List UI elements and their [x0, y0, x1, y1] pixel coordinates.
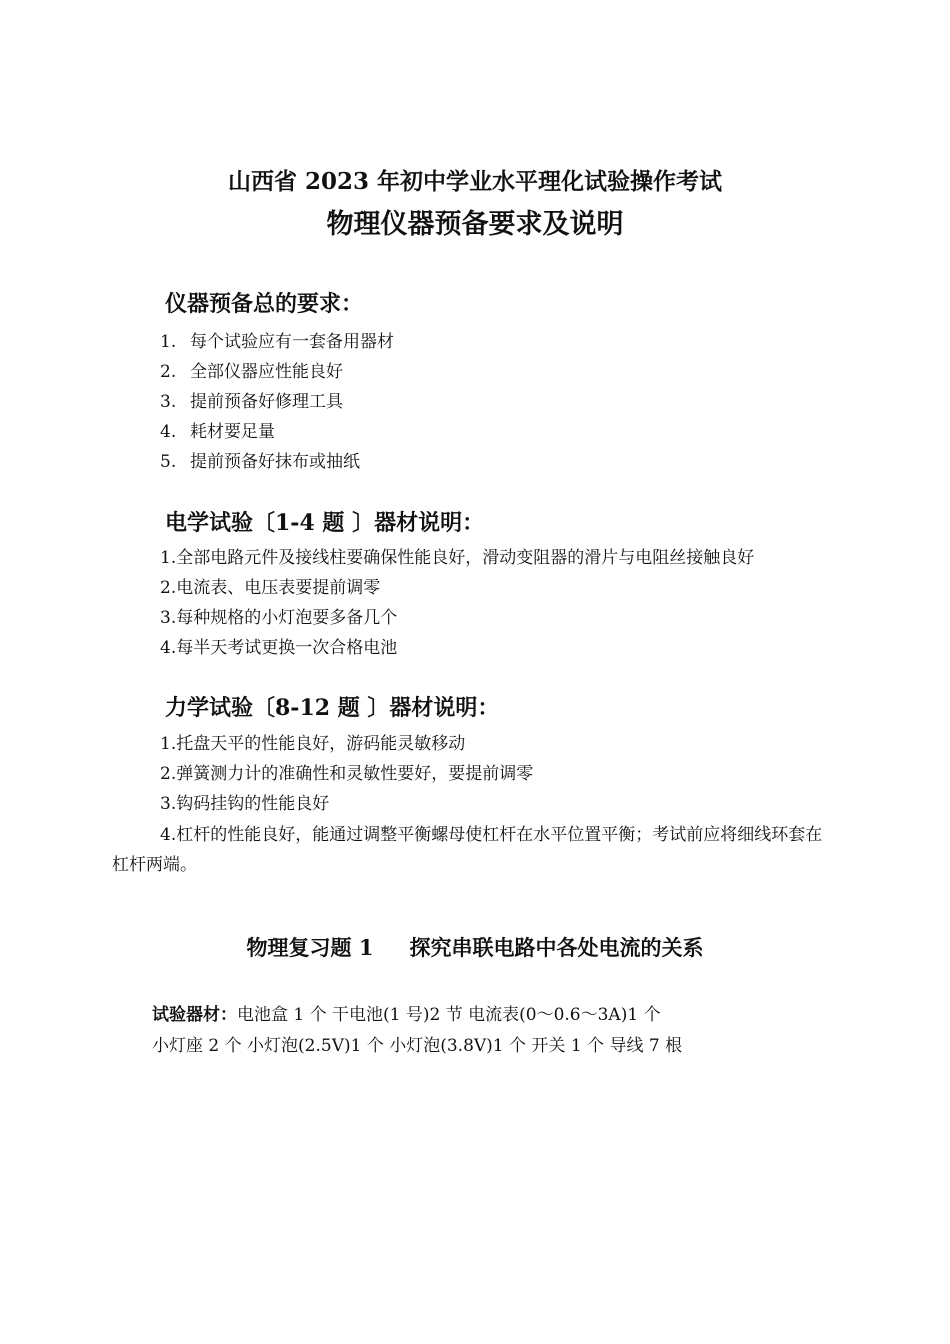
list-item-number: 1. [160, 332, 177, 352]
list-item: 2.电流表、电压表要提前调零 [160, 578, 381, 598]
list-item: 4.每半天考试更换一次合格电池 [160, 638, 398, 658]
mechanics-experiment-heading: 力学试验〔8-12 题 〕器材说明： [165, 695, 500, 721]
review-question-number: 物理复习题 1 [246, 935, 374, 960]
list-item: 3.每种规格的小灯泡要多备几个 [160, 608, 398, 628]
electric-experiment-heading: 电学试验〔1-4 题 〕器材说明： [165, 510, 485, 536]
list-item [160, 357, 394, 387]
list-item-text: 全部仪器应性能良好 [190, 362, 343, 382]
list-item [160, 327, 394, 357]
equipment-line-2: 小灯座 2 个 小灯泡(2.5V)1 个 小灯泡(3.8V)1 个 开关 1 个 导线 7 根 [152, 1036, 683, 1056]
review-question-topic: 探究串联电路中各处电流的关系 [409, 935, 704, 960]
list-item: 1.全部电路元件及接线柱要确保性能良好，滑动变阻器的滑片与电阻丝接触良好 [160, 548, 755, 568]
list-item-number: 4. [160, 422, 177, 442]
list-item [160, 387, 394, 417]
list-item: 2.弹簧测力计的准确性和灵敏性要好，要提前调零 [160, 764, 534, 784]
list-item-number: 3. [160, 392, 177, 412]
list-item [160, 417, 394, 447]
list-item [160, 447, 394, 477]
mechanics-item-4: 4.杠杆的性能良好，能通过调整平衡螺母使杠杆在水平位置平衡；考试前应将细线环套在杠杆两端。 [112, 825, 823, 875]
equipment-line-1 [152, 1000, 661, 1025]
equipment-text-1: 电池盒 1 个 干电池(1 号)2 节 电流表(0～0.6～3A)1 个 [237, 1005, 661, 1025]
list-item-number: 2. [160, 362, 177, 382]
electric-experiment-list [160, 543, 754, 663]
equipment-label: 试验器材： [152, 1005, 237, 1025]
list-item: 1.托盘天平的性能良好，游码能灵敏移动 [160, 734, 466, 754]
document-title-line-1: 山西省 2023 年初中学业水平理化试验操作考试 [227, 168, 723, 195]
review-question-title [0, 932, 950, 962]
document-title-line-2: 物理仪器预备要求及说明 [326, 209, 624, 240]
mechanics-experiment-list [160, 729, 533, 819]
general-requirements-heading: 仪器预备总的要求： [165, 291, 364, 317]
list-item: 3.钩码挂钩的性能良好 [160, 794, 330, 814]
list-item-text: 耗材要足量 [190, 422, 275, 442]
list-item-text: 每个试验应有一套备用器材 [190, 332, 394, 352]
list-item-text: 提前预备好抹布或抽纸 [190, 452, 360, 472]
general-requirements-list [160, 327, 394, 477]
list-item-number: 5. [160, 452, 177, 472]
list-item-text: 提前预备好修理工具 [190, 392, 343, 412]
